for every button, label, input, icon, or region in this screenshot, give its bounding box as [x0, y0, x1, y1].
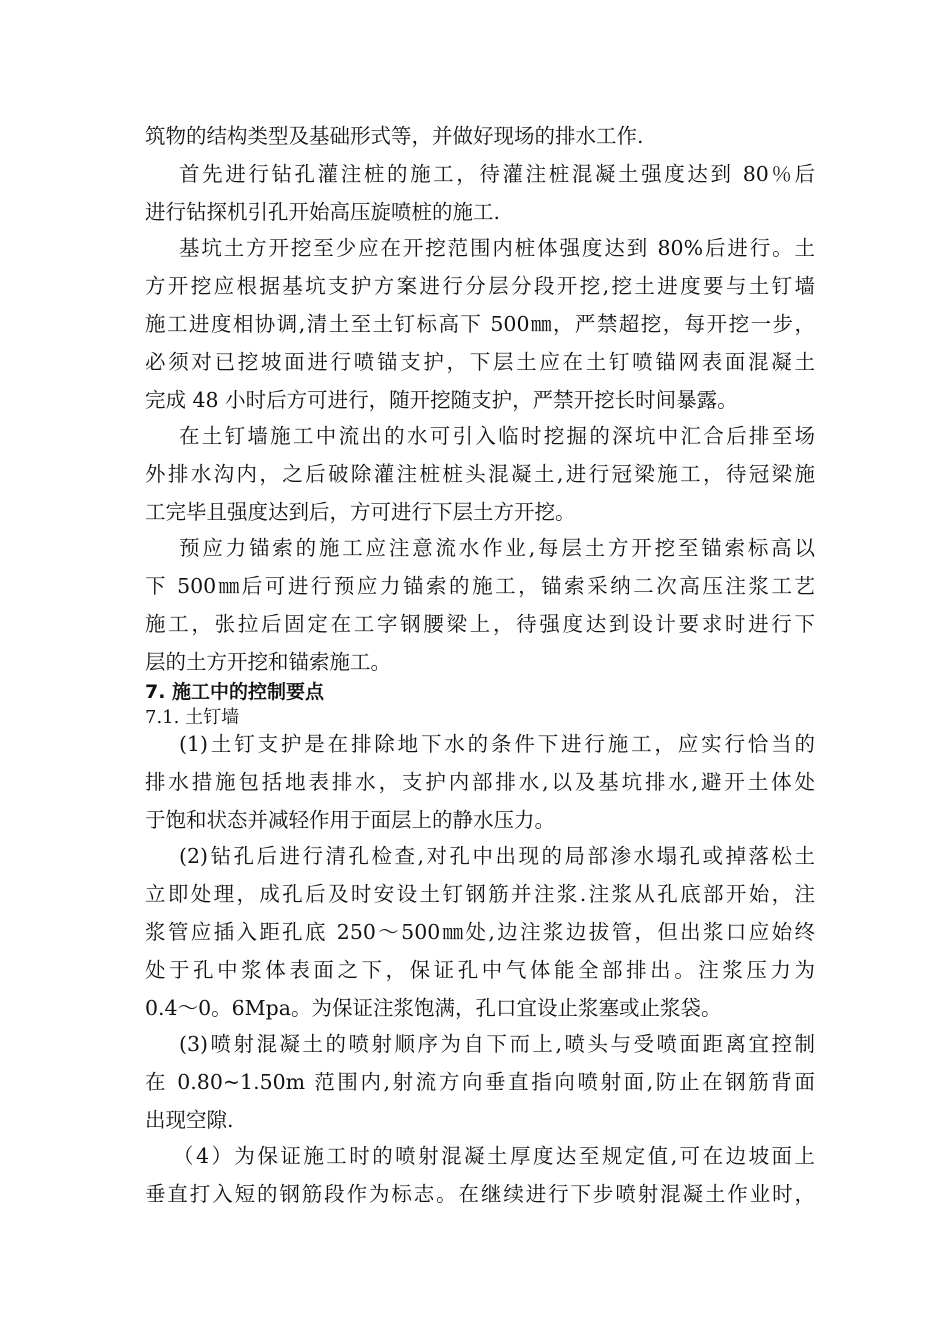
paragraph-line: 在土钉墙施工中流出的水可引入临时挖掘的深坑中汇合后排至场 — [179, 424, 815, 448]
paragraph-line: (3)喷射混凝土的喷射顺序为自下而上,喷头与受喷面距离宜控制 — [179, 1032, 815, 1056]
paragraph-line: 外排水沟内，之后破除灌注桩桩头混凝土,进行冠梁施工，待冠梁施 — [145, 462, 815, 486]
paragraph-line: 完成 48 小时后方可进行，随开挖随支护，严禁开挖长时间暴露。 — [145, 388, 738, 412]
paragraph-line: 出现空隙. — [145, 1108, 234, 1132]
paragraph-line: 下 500㎜后可进行预应力锚索的施工，锚索采纳二次高压注浆工艺 — [145, 574, 815, 598]
paragraph-line: 层的土方开挖和锚索施工。 — [145, 650, 391, 674]
paragraph-line: 筑物的结构类型及基础形式等，并做好现场的排水工作. — [145, 124, 644, 148]
paragraph-line: 浆管应插入距孔底 250～500㎜处,边注浆边拔管，但出浆口应始终 — [145, 920, 815, 944]
paragraph-line: 施工进度相协调,清土至土钉标高下 500㎜，严禁超挖，每开挖一步， — [145, 312, 815, 336]
subsection-heading: 7.1. 土钉墙 — [145, 707, 240, 728]
paragraph-line: (2)钻孔后进行清孔检查,对孔中出现的局部渗水塌孔或掉落松土 — [179, 844, 815, 868]
paragraph-line: 进行钻探机引孔开始高压旋喷桩的施工. — [145, 200, 501, 224]
paragraph-line: 必须对已挖坡面进行喷锚支护，下层土应在土钉喷锚网表面混凝土 — [145, 350, 815, 374]
paragraph-line: 预应力锚索的施工应注意流水作业,每层土方开挖至锚索标高以 — [179, 536, 815, 560]
paragraph-line: 方开挖应根据基坑支护方案进行分层分段开挖,挖土进度要与土钉墙 — [145, 274, 815, 298]
paragraph-line: 垂直打入短的钢筋段作为标志。在继续进行下步喷射混凝土作业时， — [145, 1182, 815, 1206]
paragraph-line: 0.4～0。6Mpa。为保证注浆饱满，孔口宜设止浆塞或止浆袋。 — [145, 996, 722, 1020]
paragraph-line: 在 0.80~1.50m 范围内,射流方向垂直指向喷射面,防止在钢筋背面 — [145, 1070, 815, 1094]
paragraph-line: 首先进行钻孔灌注桩的施工，待灌注桩混凝土强度达到 80％后 — [179, 162, 815, 186]
paragraph-line: (1)土钉支护是在排除地下水的条件下进行施工，应实行恰当的 — [179, 732, 815, 756]
section-heading: 7. 施工中的控制要点 — [145, 681, 325, 703]
paragraph-line: 施工，张拉后固定在工字钢腰梁上，待强度达到设计要求时进行下 — [145, 612, 815, 636]
paragraph-line: 基坑土方开挖至少应在开挖范围内桩体强度达到 80%后进行。土 — [179, 236, 815, 260]
paragraph-line: （4）为保证施工时的喷射混凝土厚度达至规定值,可在边坡面上 — [173, 1144, 815, 1168]
paragraph-line: 处于孔中浆体表面之下，保证孔中气体能全部排出。注浆压力为 — [145, 958, 815, 982]
paragraph-line: 于饱和状态并减轻作用于面层上的静水压力。 — [145, 808, 555, 832]
paragraph-line: 工完毕且强度达到后，方可进行下层土方开挖。 — [145, 500, 576, 524]
paragraph-line: 立即处理，成孔后及时安设土钉钢筋并注浆.注浆从孔底部开始，注 — [145, 882, 815, 906]
paragraph-line: 排水措施包括地表排水，支护内部排水,以及基坑排水,避开土体处 — [145, 770, 815, 794]
